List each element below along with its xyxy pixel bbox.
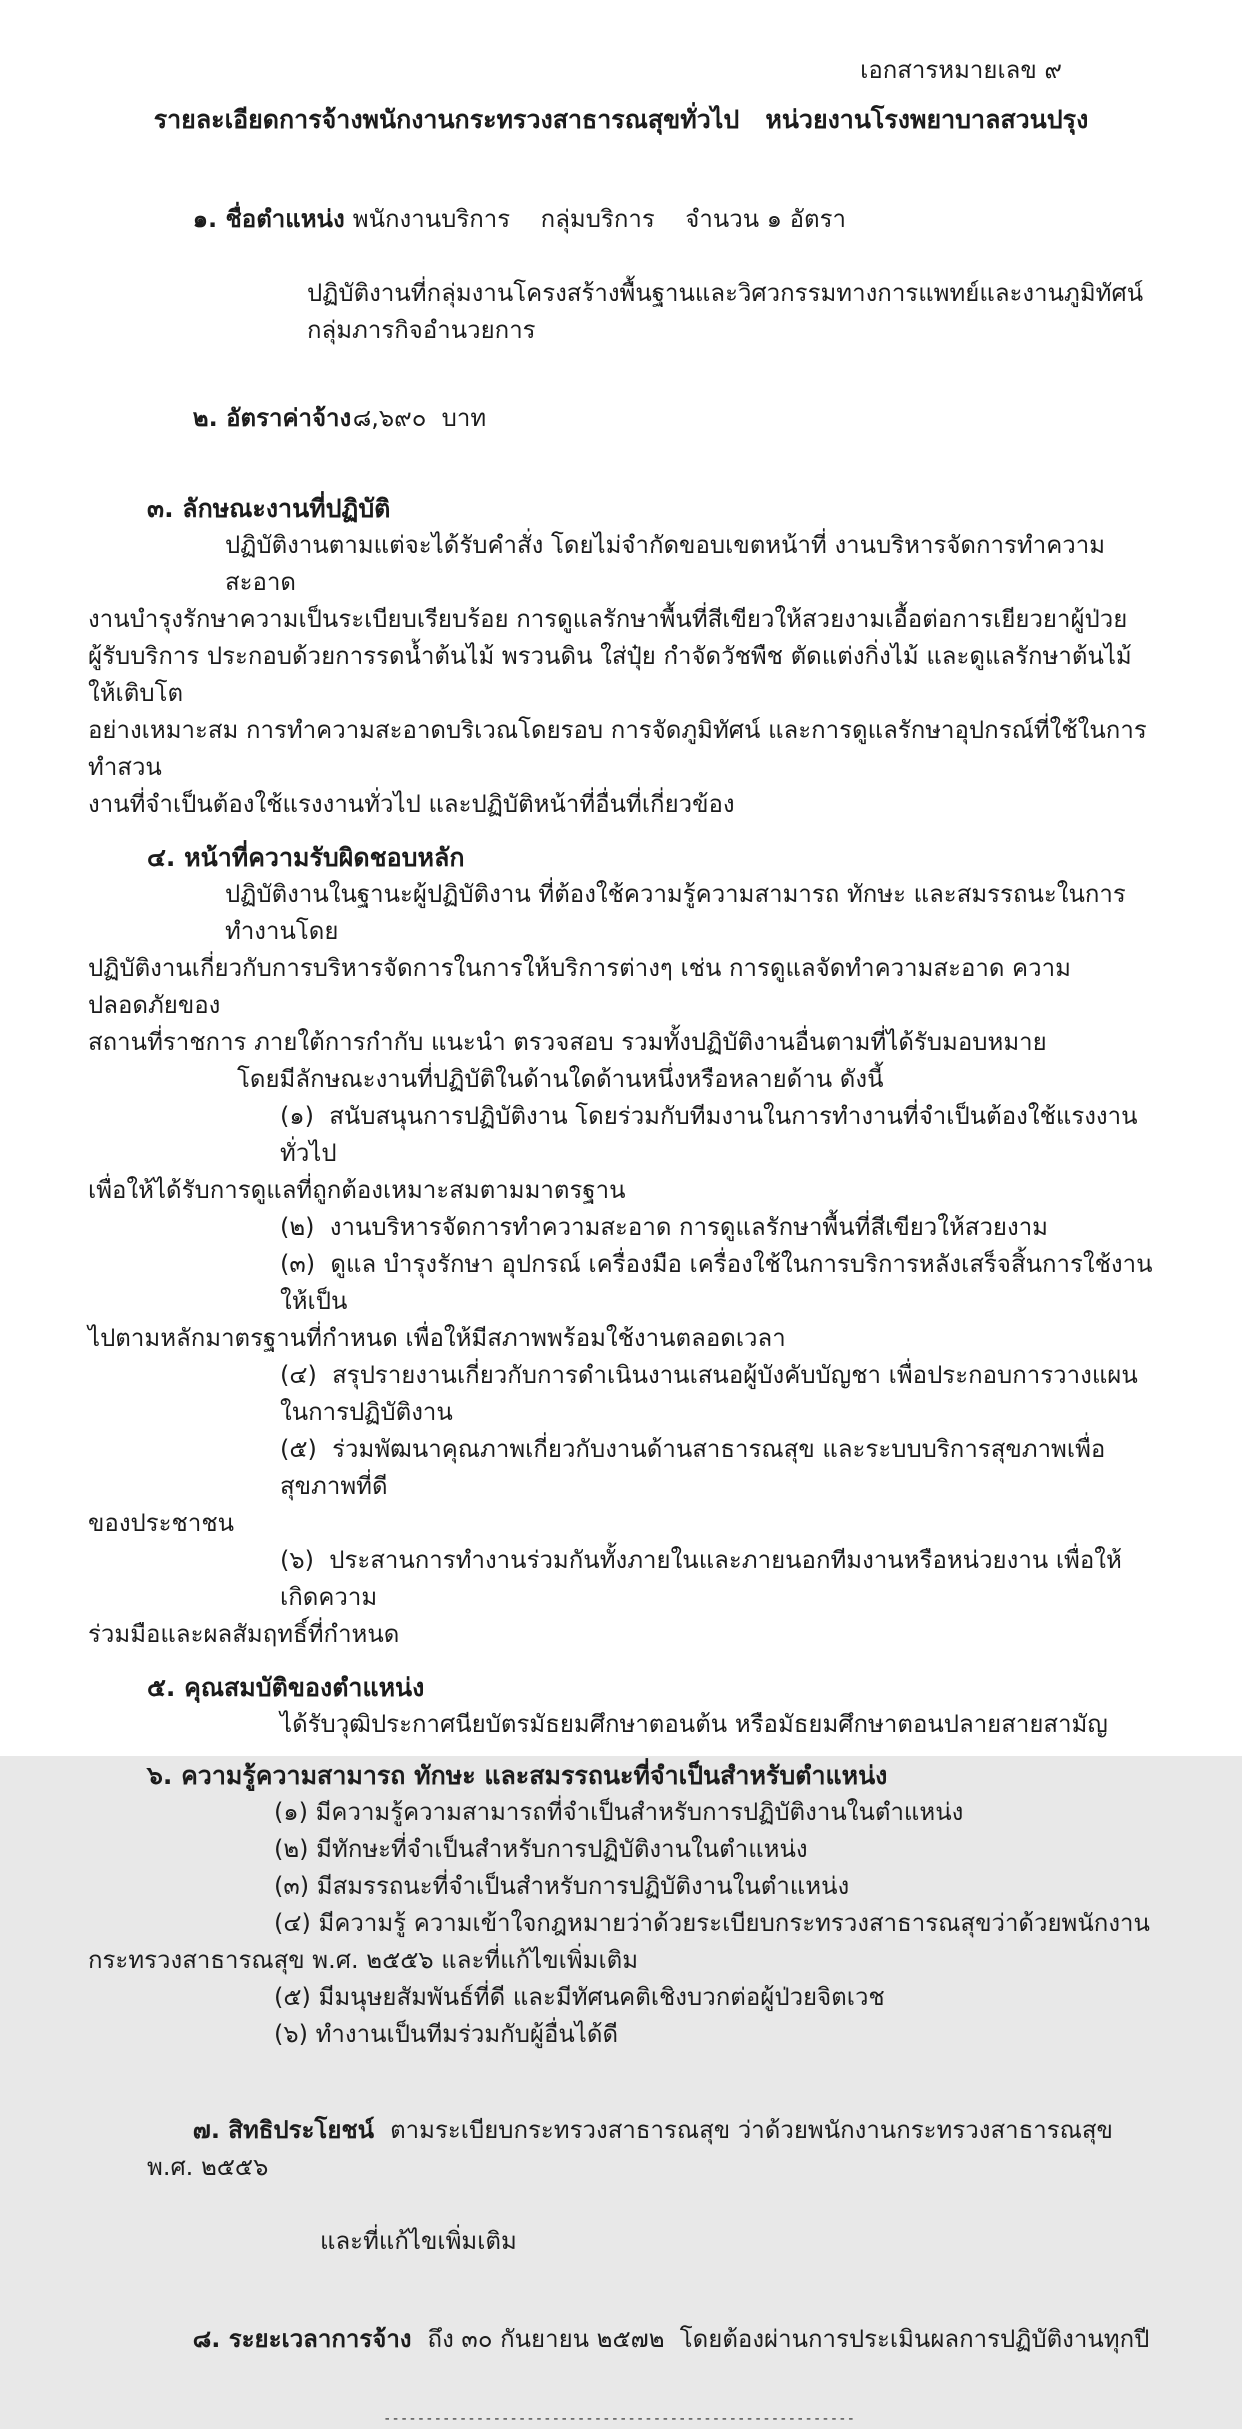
responsibilities-para-2: ปฏิบัติงานเกี่ยวกับการบริหารจัดการในการให้บริการต่างๆ เช่น การดูแลจัดทำความสะอาด ความปลอดภัยของ	[88, 954, 1071, 1019]
benefits-text: ตามระเบียบกระทรวงสาธารณสุข ว่าด้วยพนักงานกระทรวงสาธารณสุข พ.ศ. ๒๕๕๖	[147, 2116, 1121, 2181]
page-title: รายละเอียดการจ้างพนักงานกระทรวงสาธารณสุขทั่วไป หน่วยงานโรงพยาบาลสวนปรุง	[153, 105, 1089, 134]
section-qualifications	[88, 1669, 1154, 1743]
job-description-line-3: ผู้รับบริการ ประกอบด้วยการรดน้ำต้นไม้ พรวนดิน ใส่ปุ๋ย กำจัดวัชพืช ตัดแต่งกิ่งไม้ และดูแลรักษาต้นไม้ให้เติบโต	[88, 642, 1132, 707]
job-description-line-4: อย่างเหมาะสม การทำความสะอาดบริเวณโดยรอบ การจัดภูมิทัศน์ และการดูแลรักษาอุปกรณ์ที่ใช้ในการทำสวน	[88, 716, 1147, 781]
qualifications-line: ได้รับวุฒิประกาศนียบัตรมัธยมศึกษาตอนต้น หรือมัธยมศึกษาตอนปลายสายสามัญ	[280, 1710, 1108, 1738]
competency-item-6: (๖) ทำงานเป็นทีมร่วมกับผู้อื่นได้ดี	[274, 2020, 619, 2048]
wage-label: ๒. อัตราค่าจ้าง	[192, 404, 352, 432]
responsibility-item-1-cont: เพื่อให้ได้รับการดูแลที่ถูกต้องเหมาะสมตามมาตรฐาน	[88, 1176, 626, 1204]
responsibility-item-4: (๔) สรุปรายงานเกี่ยวกับการดำเนินงานเสนอผู้บังคับบัญชา เพื่อประกอบการวางแผนในการปฏิบัติงาน	[280, 1361, 1138, 1426]
doc-number: เอกสารหมายเลข ๙	[860, 56, 1062, 84]
separator-dashes: --------------------------------------------------------	[383, 2411, 856, 2427]
section-responsibilities	[88, 839, 1154, 1653]
section-competencies	[88, 1757, 1154, 2053]
responsibility-item-5-cont: ของประชาชน	[88, 1509, 235, 1537]
competency-item-3: (๓) มีสมรรถนะที่จำเป็นสำหรับการปฏิบัติงานในตำแหน่ง	[274, 1872, 850, 1900]
responsibilities-heading: ๔. หน้าที่ความรับผิดชอบหลัก	[147, 843, 465, 872]
competency-item-1: (๑) มีความรู้ความสามารถที่จำเป็นสำหรับการปฏิบัติงานในตำแหน่ง	[274, 1798, 964, 1826]
responsibility-item-3-cont: ไปตามหลักมาตรฐานที่กำหนด เพื่อให้มีสภาพพร้อมใช้งานตลอดเวลา	[88, 1324, 786, 1352]
responsibility-item-2: (๒) งานบริหารจัดการทำความสะอาด การดูแลรักษาพื้นที่สีเขียวให้สวยงาม	[280, 1213, 1048, 1241]
job-description-line-1: ปฏิบัติงานตามแต่จะได้รับคำสั่ง โดยไม่จำกัดขอบเขตหน้าที่ งานบริหารจัดการทำความสะอาด	[225, 531, 1106, 596]
responsibility-item-3: (๓) ดูแล บำรุงรักษา อุปกรณ์ เครื่องมือ เครื่องใช้ในการบริการหลังเสร็จสิ้นการใช้งานให้เป็น	[280, 1250, 1153, 1315]
job-description-line-5: งานที่จำเป็นต้องใช้แรงงานทั่วไป และปฏิบัติหน้าที่อื่นที่เกี่ยวข้อง	[88, 790, 735, 818]
competency-item-4-cont: กระทรวงสาธารณสุข พ.ศ. ๒๕๕๖ และที่แก้ไขเพิ่มเติม	[88, 1946, 639, 1974]
wage-value: ๘,๖๙๐ บาท	[352, 404, 487, 432]
employment-period-label: ๘. ระยะเวลาการจ้าง	[192, 2325, 412, 2353]
benefits-label: ๗. สิทธิประโยชน์	[192, 2116, 375, 2144]
qualifications-heading: ๕. คุณสมบัติของตำแหน่ง	[147, 1673, 425, 1702]
competency-item-4: (๔) มีความรู้ ความเข้าใจกฎหมายว่าด้วยระเบียบกระทรวงสาธารณสุขว่าด้วยพนักงาน	[274, 1909, 1150, 1937]
competency-item-5: (๕) มีมนุษยสัมพันธ์ที่ดี และมีทัศนคติเชิงบวกต่อผู้ป่วยจิตเวช	[274, 1983, 885, 2011]
position-value: พนักงานบริการ กลุ่มบริการ จำนวน ๑ อัตรา	[352, 205, 846, 233]
responsibilities-para-1: ปฏิบัติงานในฐานะผู้ปฏิบัติงาน ที่ต้องใช้ความรู้ความสามารถ ทักษะ และสมรรถนะในการทำงานโดย	[225, 880, 1126, 945]
responsibility-item-5: (๕) ร่วมพัฒนาคุณภาพเกี่ยวกับงานด้านสาธารณสุข และระบบบริการสุขภาพเพื่อสุขภาพที่ดี	[280, 1435, 1106, 1500]
position-line2: ปฏิบัติงานที่กลุ่มงานโครงสร้างพื้นฐานและวิศวกรรมทางการแพทย์และงานภูมิทัศน์	[307, 279, 1144, 307]
responsibilities-para-3: สถานที่ราชการ ภายใต้การกำกับ แนะนำ ตรวจสอบ รวมทั้งปฏิบัติงานอื่นตามที่ได้รับมอบหมาย	[88, 1028, 1047, 1056]
section-benefits	[88, 2075, 1154, 2260]
section-position	[88, 164, 1154, 349]
section-wage	[88, 363, 1154, 474]
section-job-description	[88, 490, 1154, 823]
responsibility-item-6: (๖) ประสานการทำงานร่วมกันทั้งภายในและภายนอกทีมงานหรือหน่วยงาน เพื่อให้เกิดความ	[280, 1546, 1122, 1611]
benefits-line2: และที่แก้ไขเพิ่มเติม	[320, 2227, 517, 2255]
position-label: ๑. ชื่อตำแหน่ง	[192, 205, 345, 233]
job-description-line-2: งานบำรุงรักษาความเป็นระเบียบเรียบร้อย การดูแลรักษาพื้นที่สีเขียวให้สวยงามเอื้อต่อการเยียวยาผู้ป่วย	[88, 605, 1128, 633]
competency-item-2: (๒) มีทักษะที่จำเป็นสำหรับการปฏิบัติงานในตำแหน่ง	[274, 1835, 808, 1863]
section-employment-period	[88, 2284, 1154, 2395]
job-description-heading: ๓. ลักษณะงานที่ปฏิบัติ	[147, 494, 391, 523]
competencies-heading: ๖. ความรู้ความสามารถ ทักษะ และสมรรถนะที่จำเป็นสำหรับตำแหน่ง	[147, 1761, 888, 1790]
responsibility-item-6-cont: ร่วมมือและผลสัมฤทธิ์ที่กำหนด	[88, 1620, 400, 1648]
position-line3: กลุ่มภารกิจอำนวยการ	[307, 316, 536, 344]
employment-period-text: ถึง ๓๐ กันยายน ๒๕๗๒ โดยต้องผ่านการประเมินผลการปฏิบัติงานทุกปี	[427, 2325, 1150, 2353]
responsibility-item-1: (๑) สนับสนุนการปฏิบัติงาน โดยร่วมกับทีมงานในการทำงานที่จำเป็นต้องใช้แรงงานทั่วไป	[280, 1102, 1138, 1167]
responsibilities-intro: โดยมีลักษณะงานที่ปฏิบัติในด้านใดด้านหนึ่งหรือหลายด้าน ดังนี้	[237, 1065, 884, 1093]
